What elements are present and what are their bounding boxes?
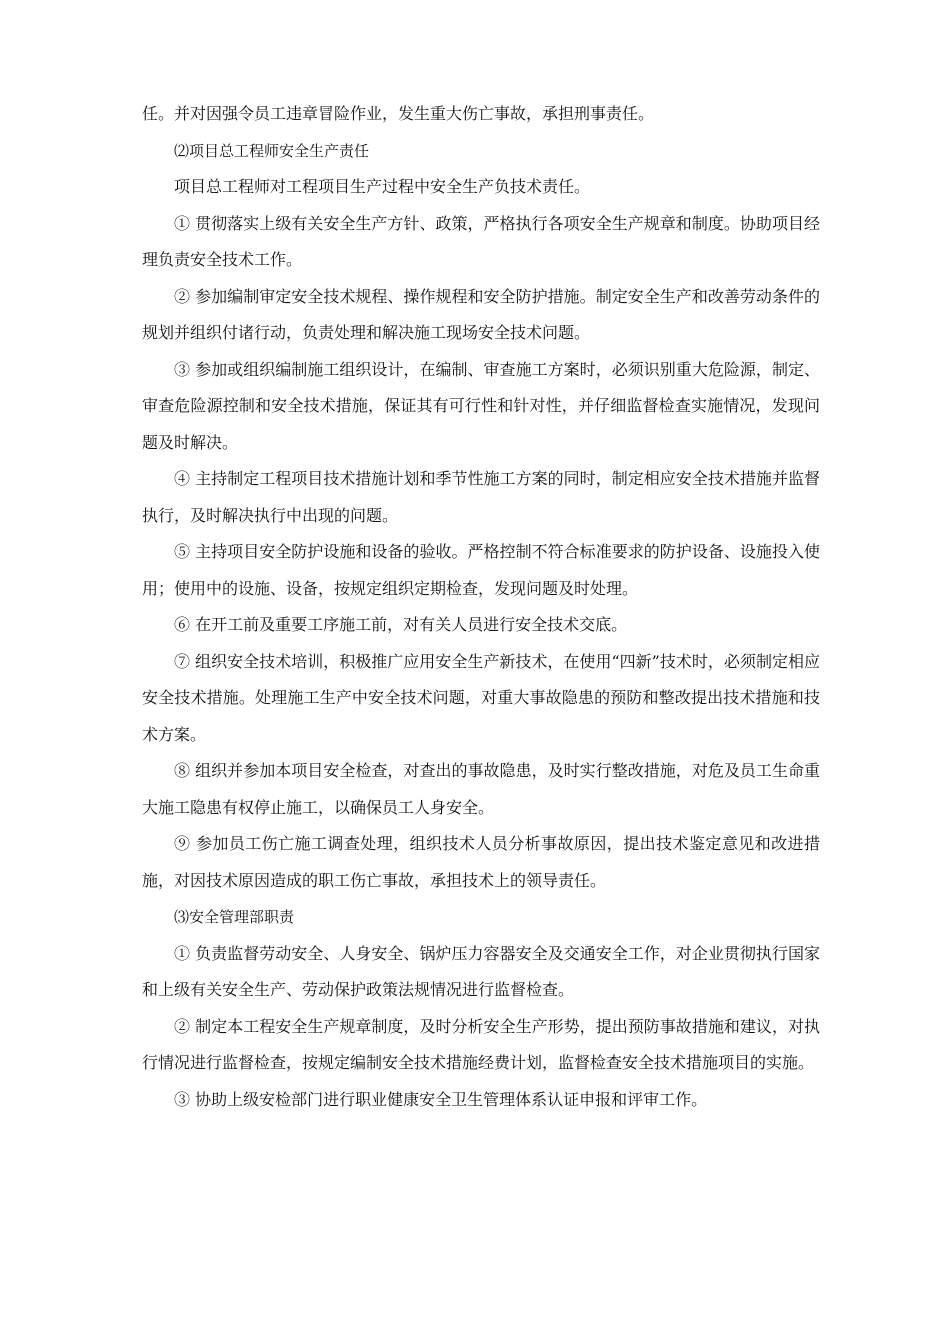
list-item-6: ⑥ 在开工前及重要工序施工前，对有关人员进行安全技术交底。 xyxy=(174,615,628,634)
section-heading-safety-dept: ⑶安全管理部职责 xyxy=(174,908,295,926)
list-item-7: ⑦ 组织安全技术培训，积极推广应用安全生产新技术，在使用“四新”技术时，必须制定相应安全技术措施。处理施工生产中安全技术问题，对重大事故隐患的预防和整改提出技术措施和技术方案。 xyxy=(142,651,820,744)
list-item-4: ④ 主持制定工程项目技术措施计划和季节性施工方案的同时，制定相应安全技术措施并监督执行，及时解决执行中出现的问题。 xyxy=(142,469,820,525)
paragraph-continuation: 任。并对因强令员工违章冒险作业，发生重大伤亡事故，承担刑事责任。 xyxy=(142,104,655,123)
document-page xyxy=(142,96,820,1118)
list-item-2: ② 参加编制审定安全技术规程、操作规程和安全防护措施。制定安全生产和改善劳动条件的规划并组织付诸行动，负责处理和解决施工现场安全技术问题。 xyxy=(142,286,820,342)
list-item-3: ③ 参加或组织编制施工组织设计，在编制、审查施工方案时，必须识别重大危险源，制定、审查危险源控制和安全技术措施，保证其有可行性和针对性，并仔细监督检查实施情况，发现问题及时解决。 xyxy=(142,359,820,452)
dept-item-2: ② 制定本工程安全生产规章制度，及时分析安全生产形势，提出预防事故措施和建议，对执行情况进行监督检查，按规定编制安全技术措施经费计划，监督检查安全技术措施项目的实施。 xyxy=(142,1016,820,1072)
list-item-9: ⑨ 参加员工伤亡施工调查处理，组织技术人员分析事故原因，提出技术鉴定意见和改进措施，对因技术原因造成的职工伤亡事故，承担技术上的领导责任。 xyxy=(142,834,820,890)
paragraph-intro: 项目总工程师对工程项目生产过程中安全生产负技术责任。 xyxy=(174,177,591,196)
dept-item-1: ① 负责监督劳动安全、人身安全、锅炉压力容器安全及交通安全工作，对企业贯彻执行国家和上级有关安全生产、劳动保护政策法规情况进行监督检查。 xyxy=(142,943,820,999)
list-item-1: ① 贯彻落实上级有关安全生产方针、政策，严格执行各项安全生产规章和制度。协助项目经理负责安全技术工作。 xyxy=(142,213,820,269)
list-item-8: ⑧ 组织并参加本项目安全检查，对查出的事故隐患，及时实行整改措施，对危及员工生命重大施工隐患有权停止施工，以确保员工人身安全。 xyxy=(142,761,820,817)
dept-item-3: ③ 协助上级安检部门进行职业健康安全卫生管理体系认证申报和评审工作。 xyxy=(174,1089,708,1109)
section-heading-chief-engineer: ⑵项目总工程师安全生产责任 xyxy=(174,141,370,160)
list-item-5: ⑤ 主持项目安全防护设施和设备的验收。严格控制不符合标准要求的防护设备、设施投入使用；使用中的设施、设备，按规定组织定期检查，发现问题及时处理。 xyxy=(142,542,820,598)
